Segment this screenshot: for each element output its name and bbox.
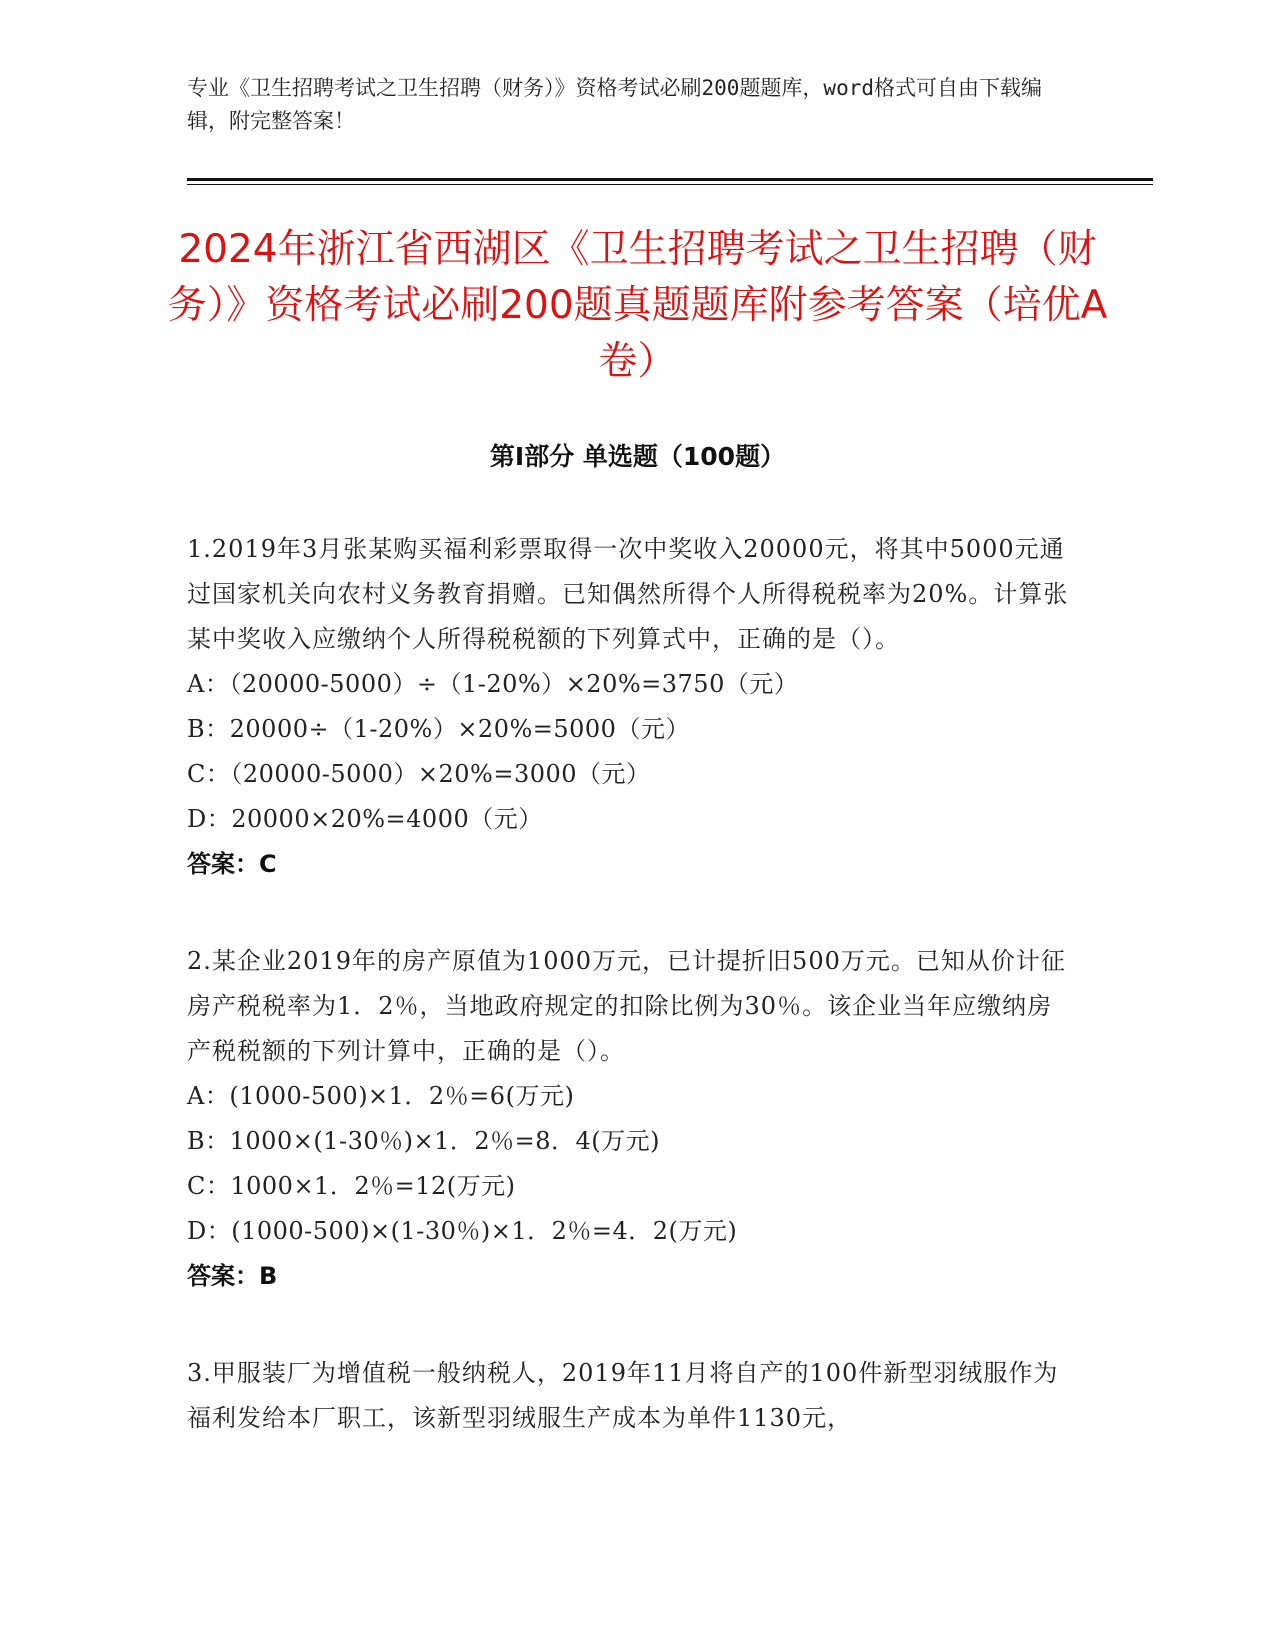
- question-stem: 3.甲服装厂为增值税一般纳税人，2019年11月将自产的100件新型羽绒服作为福利发给本厂职工，该新型羽绒服生产成本为单件1130元，: [187, 1359, 1059, 1432]
- option-d: D：(1000-500)×(1-30％)×1．2％=4．2(万元): [187, 1217, 738, 1245]
- answer: 答案：B: [187, 1262, 278, 1290]
- question-stem: 2.某企业2019年的房产原值为1000万元，已计提折旧500万元。已知从价计征房产税税率为1．2％，当地政府规定的扣除比例为30％。该企业当年应缴纳房产税税额的下列计算中，正确的是（）。: [187, 947, 1066, 1065]
- question-stem: 1.2019年3月张某购买福利彩票取得一次中奖收入20000元，将其中5000元通过国家机关向农村义务教育捐赠。已知偶然所得个人所得税税率为20%。计算张某中奖收入应缴纳个人所得税税额的下列算式中，正确的是（）。: [187, 535, 1069, 653]
- document-title: 2024年浙江省西湖区《卫生招聘考试之卫生招聘（财务）》资格考试必刷200题真题题库附参考答案（培优A卷）: [167, 227, 1108, 384]
- header-divider-thick: [187, 178, 1153, 181]
- option-b: B：1000×(1-30％)×1．2％=8．4(万元): [187, 1127, 660, 1155]
- option-d: D：20000×20%=4000（元）: [187, 805, 543, 833]
- section-heading: 第Ⅰ部分 单选题（100题）: [489, 442, 786, 471]
- option-c: C：（20000-5000）×20%=3000（元）: [187, 760, 651, 788]
- question-2: [187, 939, 1077, 1299]
- header-note: 专业《卫生招聘考试之卫生招聘（财务）》资格考试必刷200题题库，word格式可自由下载编辑，附完整答案！: [187, 76, 1042, 133]
- header-divider-thin: [187, 184, 1153, 185]
- answer: 答案：C: [187, 850, 277, 878]
- option-c: C：1000×1．2％=12(万元): [187, 1172, 516, 1200]
- option-a: A：（20000-5000）÷（1-20%）×20%=3750（元）: [187, 670, 799, 698]
- question-1: [187, 527, 1077, 887]
- question-list: [187, 527, 1077, 1493]
- option-b: B：20000÷（1-20%）×20%=5000（元）: [187, 715, 690, 743]
- question-3: [187, 1351, 1077, 1441]
- option-a: A：(1000-500)×1．2％=6(万元): [187, 1082, 575, 1110]
